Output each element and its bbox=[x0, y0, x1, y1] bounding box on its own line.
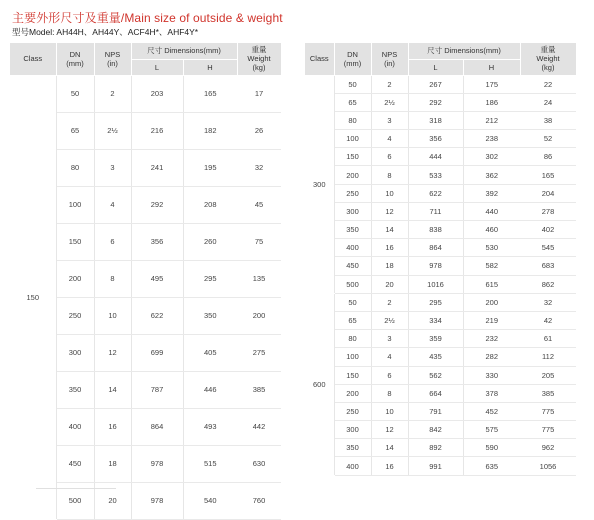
l-cell: 978 bbox=[408, 257, 463, 275]
l-cell: 356 bbox=[408, 130, 463, 148]
l-cell: 495 bbox=[131, 260, 183, 297]
nps-cell: 2½ bbox=[371, 311, 408, 329]
l-cell: 864 bbox=[131, 408, 183, 445]
dn-cell: 400 bbox=[334, 457, 371, 475]
l-cell: 562 bbox=[408, 366, 463, 384]
table-row bbox=[10, 75, 281, 112]
dn-cell: 200 bbox=[56, 260, 94, 297]
nps-header: NPS (in) bbox=[94, 43, 131, 75]
nps-cell: 3 bbox=[371, 111, 408, 129]
table-row bbox=[305, 111, 576, 129]
weight-cell: 385 bbox=[520, 384, 576, 402]
table-row bbox=[305, 275, 576, 293]
nps-cell: 14 bbox=[371, 439, 408, 457]
h-cell: 260 bbox=[183, 223, 237, 260]
h-cell: 575 bbox=[463, 421, 520, 439]
nps-cell: 10 bbox=[371, 184, 408, 202]
dn-cell: 50 bbox=[56, 75, 94, 112]
dimensions-header: 尺寸 Dimensions(mm) bbox=[131, 43, 237, 59]
h-cell: 446 bbox=[183, 371, 237, 408]
nps-cell: 14 bbox=[94, 371, 131, 408]
l-cell: 334 bbox=[408, 311, 463, 329]
table-row bbox=[305, 439, 576, 457]
left-size-table bbox=[10, 43, 282, 520]
nps-cell: 8 bbox=[371, 166, 408, 184]
table-row bbox=[305, 384, 576, 402]
h-cell: 460 bbox=[463, 221, 520, 239]
weight-header: 重量 Weight (kg) bbox=[520, 43, 576, 75]
l-cell: 622 bbox=[131, 297, 183, 334]
nps-cell: 4 bbox=[94, 186, 131, 223]
l-cell: 1016 bbox=[408, 275, 463, 293]
table-row bbox=[305, 421, 576, 439]
dn-cell: 80 bbox=[334, 330, 371, 348]
l-header: L bbox=[408, 59, 463, 75]
l-cell: 241 bbox=[131, 149, 183, 186]
class-cell: 300 bbox=[305, 75, 334, 293]
nps-header: NPS (in) bbox=[371, 43, 408, 75]
h-cell: 200 bbox=[463, 293, 520, 311]
dn-cell: 65 bbox=[56, 112, 94, 149]
dn-cell: 150 bbox=[334, 148, 371, 166]
dn-cell: 500 bbox=[56, 482, 94, 519]
table-row bbox=[305, 239, 576, 257]
table-row bbox=[305, 148, 576, 166]
dn-cell: 80 bbox=[334, 111, 371, 129]
dn-cell: 300 bbox=[334, 202, 371, 220]
weight-cell: 683 bbox=[520, 257, 576, 275]
l-cell: 838 bbox=[408, 221, 463, 239]
bottom-divider bbox=[36, 488, 116, 489]
l-cell: 978 bbox=[131, 482, 183, 519]
dn-cell: 300 bbox=[334, 421, 371, 439]
nps-cell: 2 bbox=[371, 293, 408, 311]
dn-cell: 350 bbox=[334, 439, 371, 457]
h-cell: 175 bbox=[463, 75, 520, 93]
nps-cell: 16 bbox=[371, 239, 408, 257]
h-cell: 515 bbox=[183, 445, 237, 482]
nps-cell: 18 bbox=[94, 445, 131, 482]
weight-cell: 61 bbox=[520, 330, 576, 348]
h-cell: 165 bbox=[183, 75, 237, 112]
nps-cell: 2½ bbox=[94, 112, 131, 149]
table-row bbox=[305, 202, 576, 220]
table-row bbox=[305, 221, 576, 239]
l-cell: 864 bbox=[408, 239, 463, 257]
h-cell: 493 bbox=[183, 408, 237, 445]
h-cell: 282 bbox=[463, 348, 520, 366]
nps-cell: 14 bbox=[371, 221, 408, 239]
weight-cell: 962 bbox=[520, 439, 576, 457]
l-cell: 356 bbox=[131, 223, 183, 260]
nps-cell: 20 bbox=[94, 482, 131, 519]
class-header: Class bbox=[10, 43, 56, 75]
dn-cell: 50 bbox=[334, 293, 371, 311]
right-size-table bbox=[305, 43, 577, 476]
table-row bbox=[305, 293, 576, 311]
l-cell: 203 bbox=[131, 75, 183, 112]
h-cell: 405 bbox=[183, 334, 237, 371]
model-line: 型号Model: AH44H、AH44Y、ACF4H*、AHF4Y* bbox=[12, 27, 199, 37]
dn-cell: 400 bbox=[334, 239, 371, 257]
l-cell: 978 bbox=[131, 445, 183, 482]
l-cell: 267 bbox=[408, 75, 463, 93]
weight-cell: 86 bbox=[520, 148, 576, 166]
weight-cell: 1056 bbox=[520, 457, 576, 475]
l-cell: 444 bbox=[408, 148, 463, 166]
weight-cell: 204 bbox=[520, 184, 576, 202]
l-cell: 699 bbox=[131, 334, 183, 371]
l-cell: 295 bbox=[408, 293, 463, 311]
nps-cell: 12 bbox=[371, 202, 408, 220]
weight-cell: 165 bbox=[520, 166, 576, 184]
weight-cell: 442 bbox=[237, 408, 281, 445]
nps-cell: 8 bbox=[94, 260, 131, 297]
dn-cell: 65 bbox=[334, 93, 371, 111]
dn-header: DN (mm) bbox=[56, 43, 94, 75]
class-cell: 150 bbox=[10, 75, 56, 519]
weight-cell: 22 bbox=[520, 75, 576, 93]
nps-cell: 16 bbox=[371, 457, 408, 475]
dn-cell: 150 bbox=[334, 366, 371, 384]
dn-cell: 80 bbox=[56, 149, 94, 186]
table-row bbox=[305, 257, 576, 275]
dimensions-header: 尺寸 Dimensions(mm) bbox=[408, 43, 520, 59]
weight-cell: 200 bbox=[237, 297, 281, 334]
h-cell: 350 bbox=[183, 297, 237, 334]
h-cell: 590 bbox=[463, 439, 520, 457]
nps-cell: 20 bbox=[371, 275, 408, 293]
dn-cell: 450 bbox=[56, 445, 94, 482]
weight-cell: 17 bbox=[237, 75, 281, 112]
l-cell: 842 bbox=[408, 421, 463, 439]
table-row bbox=[305, 402, 576, 420]
table-row bbox=[305, 348, 576, 366]
h-cell: 615 bbox=[463, 275, 520, 293]
l-cell: 292 bbox=[408, 93, 463, 111]
weight-cell: 760 bbox=[237, 482, 281, 519]
h-cell: 540 bbox=[183, 482, 237, 519]
dn-cell: 65 bbox=[334, 311, 371, 329]
h-header: H bbox=[463, 59, 520, 75]
h-cell: 182 bbox=[183, 112, 237, 149]
weight-cell: 205 bbox=[520, 366, 576, 384]
h-cell: 378 bbox=[463, 384, 520, 402]
nps-cell: 10 bbox=[94, 297, 131, 334]
table-row bbox=[305, 366, 576, 384]
l-cell: 991 bbox=[408, 457, 463, 475]
h-cell: 302 bbox=[463, 148, 520, 166]
l-cell: 711 bbox=[408, 202, 463, 220]
dn-cell: 300 bbox=[56, 334, 94, 371]
h-cell: 440 bbox=[463, 202, 520, 220]
nps-cell: 16 bbox=[94, 408, 131, 445]
dn-cell: 500 bbox=[334, 275, 371, 293]
class-header: Class bbox=[305, 43, 334, 75]
weight-cell: 402 bbox=[520, 221, 576, 239]
nps-cell: 3 bbox=[371, 330, 408, 348]
weight-cell: 862 bbox=[520, 275, 576, 293]
table-row bbox=[305, 75, 576, 93]
h-cell: 232 bbox=[463, 330, 520, 348]
table-row bbox=[305, 311, 576, 329]
nps-cell: 4 bbox=[371, 348, 408, 366]
nps-cell: 3 bbox=[94, 149, 131, 186]
nps-cell: 12 bbox=[94, 334, 131, 371]
h-cell: 212 bbox=[463, 111, 520, 129]
nps-cell: 18 bbox=[371, 257, 408, 275]
nps-cell: 4 bbox=[371, 130, 408, 148]
h-cell: 635 bbox=[463, 457, 520, 475]
weight-cell: 630 bbox=[237, 445, 281, 482]
table-row bbox=[305, 130, 576, 148]
dn-header: DN (mm) bbox=[334, 43, 371, 75]
nps-cell: 2½ bbox=[371, 93, 408, 111]
page-title: 主要外形尺寸及重量/Main size of outside & weight bbox=[12, 11, 283, 25]
h-cell: 452 bbox=[463, 402, 520, 420]
dn-cell: 150 bbox=[56, 223, 94, 260]
h-cell: 362 bbox=[463, 166, 520, 184]
dn-cell: 250 bbox=[334, 402, 371, 420]
nps-cell: 6 bbox=[94, 223, 131, 260]
weight-cell: 135 bbox=[237, 260, 281, 297]
l-header: L bbox=[131, 59, 183, 75]
dn-cell: 400 bbox=[56, 408, 94, 445]
l-cell: 664 bbox=[408, 384, 463, 402]
dn-cell: 50 bbox=[334, 75, 371, 93]
l-cell: 892 bbox=[408, 439, 463, 457]
l-cell: 533 bbox=[408, 166, 463, 184]
weight-cell: 24 bbox=[520, 93, 576, 111]
l-cell: 622 bbox=[408, 184, 463, 202]
h-cell: 582 bbox=[463, 257, 520, 275]
nps-cell: 6 bbox=[371, 366, 408, 384]
weight-cell: 75 bbox=[237, 223, 281, 260]
l-cell: 787 bbox=[131, 371, 183, 408]
l-cell: 216 bbox=[131, 112, 183, 149]
weight-cell: 38 bbox=[520, 111, 576, 129]
table-row bbox=[305, 166, 576, 184]
nps-cell: 2 bbox=[94, 75, 131, 112]
h-cell: 392 bbox=[463, 184, 520, 202]
table-row bbox=[305, 93, 576, 111]
table-row bbox=[305, 457, 576, 475]
l-cell: 791 bbox=[408, 402, 463, 420]
weight-header: 重量 Weight (kg) bbox=[237, 43, 281, 75]
nps-cell: 12 bbox=[371, 421, 408, 439]
h-cell: 238 bbox=[463, 130, 520, 148]
weight-cell: 32 bbox=[237, 149, 281, 186]
nps-cell: 10 bbox=[371, 402, 408, 420]
h-cell: 295 bbox=[183, 260, 237, 297]
l-cell: 435 bbox=[408, 348, 463, 366]
weight-cell: 32 bbox=[520, 293, 576, 311]
table-row bbox=[305, 184, 576, 202]
l-cell: 359 bbox=[408, 330, 463, 348]
weight-cell: 278 bbox=[520, 202, 576, 220]
h-cell: 530 bbox=[463, 239, 520, 257]
weight-cell: 775 bbox=[520, 402, 576, 420]
dn-cell: 250 bbox=[334, 184, 371, 202]
table-row bbox=[305, 330, 576, 348]
h-cell: 330 bbox=[463, 366, 520, 384]
h-cell: 195 bbox=[183, 149, 237, 186]
weight-cell: 775 bbox=[520, 421, 576, 439]
weight-cell: 26 bbox=[237, 112, 281, 149]
h-cell: 208 bbox=[183, 186, 237, 223]
dn-cell: 350 bbox=[334, 221, 371, 239]
h-cell: 219 bbox=[463, 311, 520, 329]
dn-cell: 100 bbox=[334, 130, 371, 148]
dn-cell: 200 bbox=[334, 384, 371, 402]
h-cell: 186 bbox=[463, 93, 520, 111]
weight-cell: 275 bbox=[237, 334, 281, 371]
weight-cell: 45 bbox=[237, 186, 281, 223]
dn-cell: 450 bbox=[334, 257, 371, 275]
dn-cell: 350 bbox=[56, 371, 94, 408]
l-cell: 318 bbox=[408, 111, 463, 129]
dn-cell: 100 bbox=[334, 348, 371, 366]
h-header: H bbox=[183, 59, 237, 75]
nps-cell: 6 bbox=[371, 148, 408, 166]
weight-cell: 42 bbox=[520, 311, 576, 329]
weight-cell: 545 bbox=[520, 239, 576, 257]
nps-cell: 8 bbox=[371, 384, 408, 402]
l-cell: 292 bbox=[131, 186, 183, 223]
class-cell: 600 bbox=[305, 293, 334, 475]
nps-cell: 2 bbox=[371, 75, 408, 93]
dn-cell: 100 bbox=[56, 186, 94, 223]
weight-cell: 385 bbox=[237, 371, 281, 408]
weight-cell: 112 bbox=[520, 348, 576, 366]
dn-cell: 200 bbox=[334, 166, 371, 184]
dn-cell: 250 bbox=[56, 297, 94, 334]
weight-cell: 52 bbox=[520, 130, 576, 148]
